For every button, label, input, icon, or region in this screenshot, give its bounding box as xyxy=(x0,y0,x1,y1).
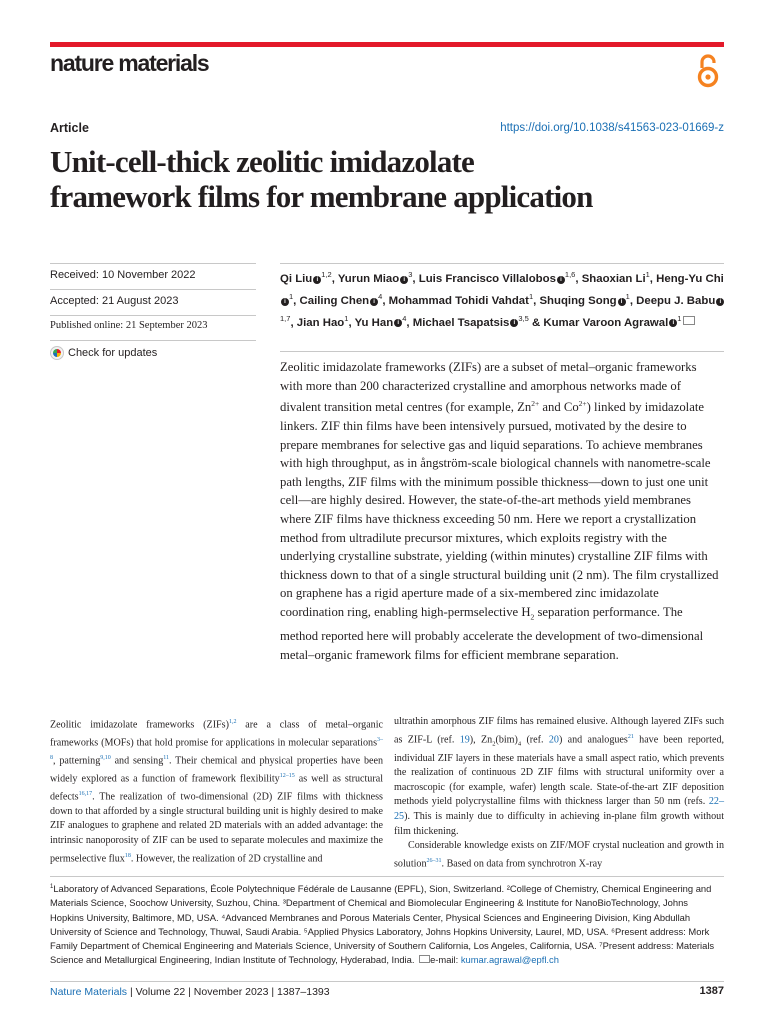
body-text: . However, the realization of 2D crystalline and xyxy=(130,852,323,864)
orcid-icon[interactable]: i xyxy=(618,298,626,306)
orcid-icon[interactable]: i xyxy=(669,319,677,327)
superscript: 2+ xyxy=(531,399,540,409)
divider xyxy=(50,981,724,982)
divider xyxy=(280,263,724,264)
citation-link[interactable]: 20 xyxy=(548,733,559,745)
body-text: , patterning xyxy=(53,755,101,767)
crossmark-icon xyxy=(50,346,64,360)
affiliation-marker: 1 xyxy=(289,291,294,301)
citation-link[interactable]: 1,2 xyxy=(228,719,237,725)
abstract-text: separation performance. The method reported here will probably accelerate the development of two-dimensional metal–organic framework films for efficient membrane separation. xyxy=(280,604,704,662)
title-line-2: framework films for membrane application xyxy=(50,179,593,214)
citation-link[interactable]: 19 xyxy=(459,733,470,745)
body-text: . Based on data from synchrotron X-ray xyxy=(441,858,603,870)
author-name[interactable]: Yu Han xyxy=(354,316,394,329)
divider xyxy=(280,351,724,352)
affiliation-marker: 4 xyxy=(378,291,383,301)
body-text: ) and analogues xyxy=(558,733,628,745)
body-column-left xyxy=(50,715,383,867)
footer-journal-link[interactable]: Nature Materials xyxy=(50,986,128,998)
citation-link[interactable]: 16,17 xyxy=(78,790,93,797)
body-text: ). This is mainly due to difficulty in achieving in-plane film growth without film thickening. xyxy=(394,810,724,837)
title-line-1: Unit-cell-thick zeolitic imidazolate xyxy=(50,144,475,179)
divider xyxy=(50,876,724,877)
article-type-label: Article xyxy=(50,121,89,135)
check-updates-label: Check for updates xyxy=(68,347,158,359)
affiliation-marker: 1 xyxy=(625,291,630,301)
journal-name: nature materials xyxy=(50,50,209,76)
orcid-icon[interactable]: i xyxy=(281,298,289,306)
orcid-icon[interactable]: i xyxy=(313,276,321,284)
author-name[interactable]: Shuqing Song xyxy=(539,294,617,307)
author-name[interactable]: Deepu J. Babu xyxy=(636,294,716,307)
email-link[interactable]: kumar.agrawal@epfl.ch xyxy=(460,954,559,966)
citation-link[interactable]: 9,10 xyxy=(100,754,111,761)
author-name[interactable]: Jian Hao xyxy=(296,316,345,329)
body-text: ultrathin amorphous ZIF films has remained elusive. Although layered ZIFs such as ZIF-L (ref. xyxy=(394,716,724,745)
author-name[interactable]: Luis Francisco Villalobos xyxy=(418,272,556,285)
affiliation-marker: 1 xyxy=(645,270,650,279)
affiliation-marker: 1 xyxy=(528,291,534,301)
body-text: (ref. xyxy=(521,733,549,745)
body-column-right xyxy=(394,715,724,872)
author-name[interactable]: Shaoxian Li xyxy=(581,272,646,285)
email-icon[interactable] xyxy=(683,316,695,325)
accepted-date: Accepted: 21 August 2023 xyxy=(50,295,179,307)
superscript: 2+ xyxy=(578,399,587,409)
affiliation-marker: 1 xyxy=(344,313,349,323)
body-text: Considerable knowledge exists on ZIF/MOF crystal nucleation and growth in solution xyxy=(394,840,724,870)
orcid-icon[interactable]: i xyxy=(370,298,378,306)
orcid-icon[interactable]: i xyxy=(510,319,518,327)
affiliations xyxy=(50,880,724,967)
body-text: . The realization of two-dimensional (2D) ZIF films with thickness down to that afforded by a single structural building unit is highly desired to make ZIF analogues to graphene and related 2D materials with an added advantage: the intrinsic nanoporosity of ZIF can be used to separate molecules and maximize the permselective flux xyxy=(50,791,383,864)
body-text: have been reported, individual ZIF layers in these materials have a small aspect ratio, which prevents the realization of continuous 2D ZIF films with structural uniformity over a macroscopic (for example, wafer) length scale. State-of-the-art ZIF deposition methods yield polycrystalline films with thickness larger than 50 nm (refs. xyxy=(394,733,725,808)
orcid-icon[interactable]: i xyxy=(394,319,402,327)
affiliation-marker: 1,6 xyxy=(564,270,576,279)
subscript: 2 xyxy=(530,612,535,622)
header-accent-bar xyxy=(50,42,724,47)
author-name[interactable]: Yurun Miao xyxy=(337,272,400,285)
divider xyxy=(50,289,256,290)
check-for-updates-button[interactable] xyxy=(50,346,256,360)
article-title xyxy=(50,144,730,214)
abstract-text: ) linked by imidazolate linkers. ZIF thin films have been intensively pursued, motivated by the desire to prepare membranes for selective gas and liquid separations. To achieve membranes with high throughput, as in ångström-scale biological channels with nanometre-scale path lengths, ZIF films with the minimum possible thickness—down to just one unit cell—are highly desired. However, the state-of-the-art methods yield membranes where ZIF films have thickness exceeding 50 nm. Here we report a crystallization method from ultradilute precursor mixtures, which exploits registry with the underlying crystalline substrate, yielding (within minutes) crystalline ZIF films with thickness down to that of a single structural building unit (2 nm). The film crystallized on graphene has a rigid aperture made of a six-membered zinc imidazolate coordination ring, enabling high-permselective H xyxy=(280,400,719,619)
body-text: are a class of metal–organic frameworks (MOFs) that hold promise for applications in molecular separations xyxy=(50,719,384,749)
email-icon xyxy=(419,955,430,963)
author-name[interactable]: Mohammad Tohidi Vahdat xyxy=(388,294,529,307)
author-name[interactable]: Kumar Varoon Agrawal xyxy=(543,316,669,329)
subscript: 4 xyxy=(517,739,522,747)
email-label: e-mail: xyxy=(430,954,461,966)
citation-link[interactable]: 26–31 xyxy=(426,857,442,864)
orcid-icon[interactable]: i xyxy=(716,298,724,306)
subscript: 2 xyxy=(492,739,496,747)
received-date: Received: 10 November 2022 xyxy=(50,269,196,281)
affiliation-marker: 4 xyxy=(402,313,407,323)
citation-link[interactable]: 22–25 xyxy=(394,796,724,822)
citation-link[interactable]: 3–8 xyxy=(50,736,383,761)
divider xyxy=(50,340,256,341)
body-text: ), Zn xyxy=(469,733,493,745)
affiliation-marker: 1 xyxy=(677,313,682,323)
body-text: and sensing xyxy=(110,755,164,767)
affiliations-text: Laboratory of Advanced Separations, École Polytechnique Fédérale de Lausanne (EPFL), Sion, Switzerland. ²College of Chemistry, Chemical Engineering and Materials Science, Soochow University, Suzhou, China. ³Department of Chemical and Biomolecular Engineering & Institute for NanoBioTechnology, Johns Hopkins University, Baltimore, MD, USA. ⁴Advanced Membranes and Porous Materials Center, Physical Sciences and Engineering Division, King Abdullah University of Science and Technology, Thuwal, Saudi Arabia. ⁵Applied Physics Laboratory, Johns Hopkins University, Laurel, MD, USA. ⁶Present address: Mork Family Department of Chemical Engineering and Materials Science, University of Southern California, Los Angeles, California, USA. ⁷Present address: Materials Science and Metallurgical Engineering, Indian Institute of Technology, Hyderabad, India. xyxy=(50,883,715,966)
affiliation-marker: 1,7 xyxy=(280,313,291,323)
abstract-text: Zeolitic imidazolate frameworks (ZIFs) are a subset of metal–organic frameworks with more than 200 characterized crystalline and amorphous networks made of divalent transition metal centres (for example, Zn xyxy=(280,360,697,415)
page-footer xyxy=(50,986,330,998)
body-text: Zeolitic imidazolate frameworks (ZIFs) xyxy=(50,719,229,731)
author-name[interactable]: Cailing Chen xyxy=(299,294,370,307)
divider xyxy=(50,263,256,264)
page-number: 1387 xyxy=(699,985,724,997)
affiliation-marker: 3,5 xyxy=(518,313,529,323)
affiliation-marker: 3 xyxy=(408,270,413,279)
divider xyxy=(50,315,256,316)
affiliation-marker: 1,2 xyxy=(321,270,332,279)
body-text: (bim) xyxy=(495,733,518,745)
citation-link[interactable]: 21 xyxy=(627,733,634,740)
paragraph xyxy=(394,839,724,872)
author-name[interactable]: Qi Liu xyxy=(280,272,313,285)
author-name[interactable]: Heng-Yu Chi xyxy=(656,272,724,285)
orcid-icon[interactable]: i xyxy=(557,276,565,284)
doi-link[interactable]: https://doi.org/10.1038/s41563-023-01669-z xyxy=(500,122,724,134)
affiliation-marker: 1 xyxy=(50,884,54,890)
body-text: . Their chemical and physical properties have been widely explored as a function of framework flexibility xyxy=(50,755,383,785)
citation-link[interactable]: 18 xyxy=(124,852,131,859)
abstract-text: and Co xyxy=(539,400,579,415)
published-date: Published online: 21 September 2023 xyxy=(50,320,208,331)
abstract xyxy=(280,358,720,664)
citation-link[interactable]: 11 xyxy=(163,754,170,761)
body-text: as well as structural defects xyxy=(50,773,383,803)
footer-volume-info: | Volume 22 | November 2023 | 1387–1393 xyxy=(127,986,330,998)
author-list: Qi Liu $i^{1,2}$, Yurun Miao $i^3$, Luis Francisco Villalobos $i^{1,6}$, Shaoxian Li$^1$, Heng-Yu Chii$^1$, Cailing Chen $i^4$, Mohammad Tohidi Vahdat$^1$, Shuqing Song $i^1$, Deepu J. Babu $i^{1,7}$, Jian Hao$^1$, Yu Han $i^4$, Michael Tsapatsis $i^{3,5}$ & Kumar Varoon Agrawal $i^1$ xyxy=(280,270,724,329)
open-access-icon xyxy=(693,53,723,89)
orcid-icon[interactable]: i xyxy=(400,276,408,284)
author-name[interactable]: Michael Tsapatsis xyxy=(412,316,510,329)
citation-link[interactable]: 12–15 xyxy=(279,772,295,779)
